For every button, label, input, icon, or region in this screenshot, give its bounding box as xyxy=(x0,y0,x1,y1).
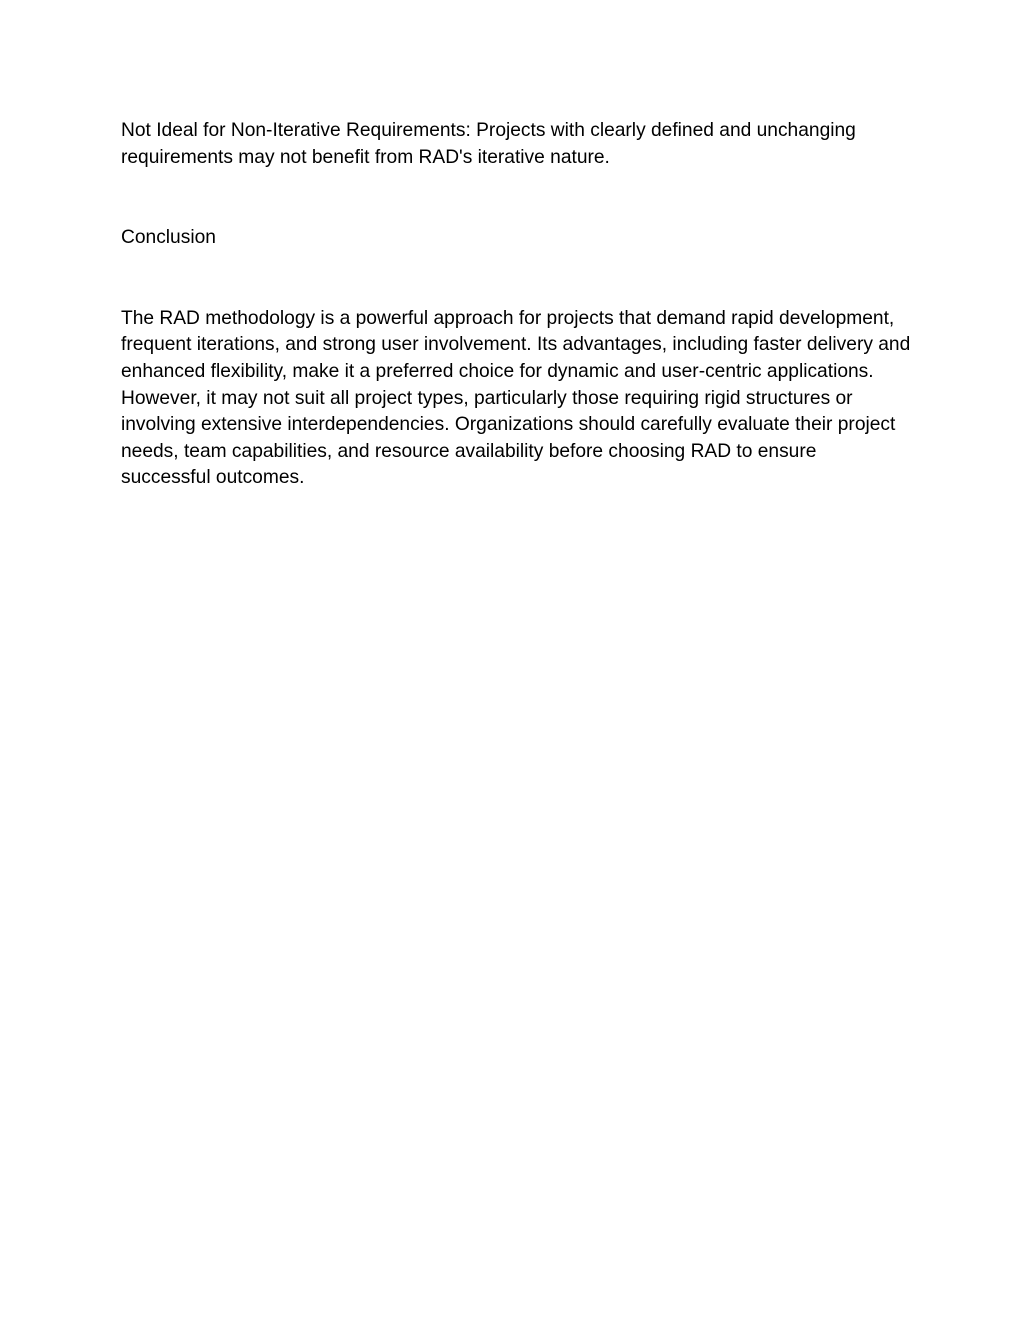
paragraph-conclusion: The RAD methodology is a powerful approach for projects that demand rapid development, frequent iterations, and strong user involvement. Its advantages, including faster delivery and enhanced flexibility, make it a preferred choice for dynamic and user-centric applications. However, it may not suit all project types, particularly those requiring rigid structures or involving extensive interdependencies. Organizations should carefully evaluate their project needs, team capabilities, and resource availability before choosing RAD to ensure successful outcomes. xyxy=(121,307,911,489)
paragraph-non-iterative-requirements: Not Ideal for Non-Iterative Requirements: Projects with clearly defined and unchanging requirements may not benefit from RAD's iterative nature. xyxy=(121,120,856,168)
document-body xyxy=(121,118,911,492)
section-heading-conclusion: Conclusion xyxy=(121,227,216,249)
